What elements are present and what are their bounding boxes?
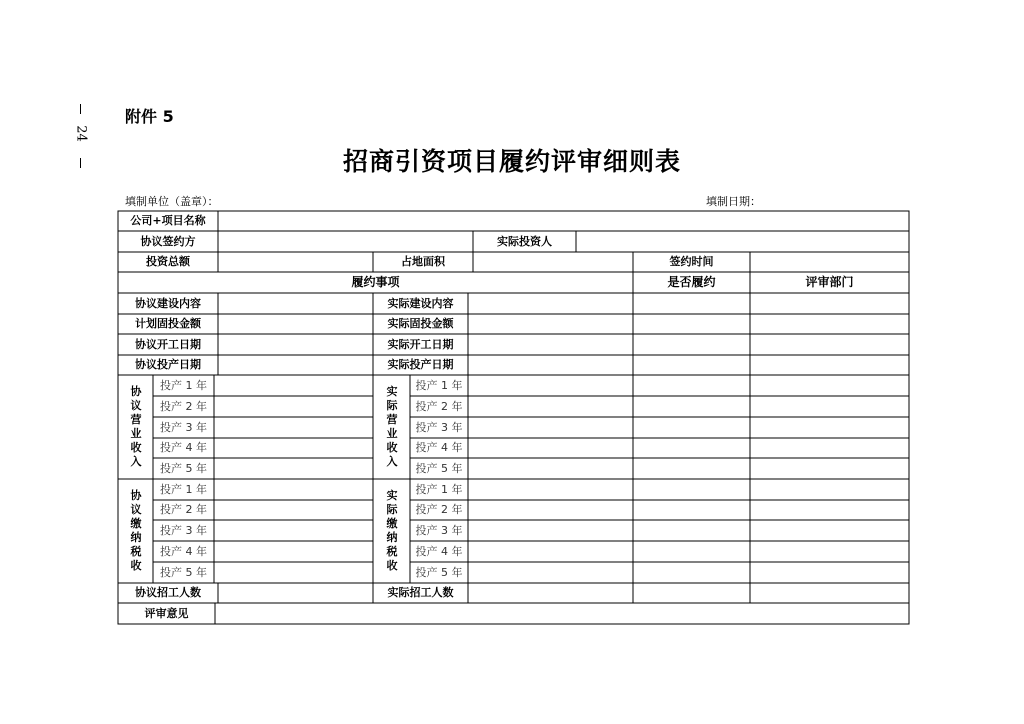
fill-unit-label: 填制单位（盖章）： [125, 195, 219, 208]
actual-tax-year-4: 投产 4 年 [415, 545, 463, 558]
agreed-revenue-year-5: 投产 5 年 [160, 462, 207, 475]
agreed-construction-label: 协议建设内容 [135, 297, 201, 310]
agreed-tax-year-1: 投产 1 年 [160, 483, 207, 496]
agreed-tax-year-4: 投产 4 年 [160, 545, 207, 558]
agreed-revenue-year-3: 投产 3 年 [160, 421, 207, 434]
actual-production-date-label: 实际投产日期 [387, 358, 454, 371]
agreed-revenue-year-4: 投产 4 年 [160, 441, 207, 454]
page-number: 24 [73, 125, 89, 142]
agreed-revenue-year-1: 投产 1 年 [160, 379, 207, 392]
actual-tax-year-2: 投产 2 年 [415, 503, 463, 516]
company-project-name-label: 公司+项目名称 [130, 214, 206, 227]
actual-revenue-year-5: 投产 5 年 [415, 462, 463, 475]
performance-items-header: 履约事项 [351, 275, 400, 289]
actual-revenue-year-1: 投产 1 年 [415, 379, 463, 392]
actual-construction-label: 实际建设内容 [387, 297, 454, 310]
actual-revenue-group-label: 实 际 营 业 收 入 [386, 385, 398, 468]
agreed-production-date-label: 协议投产日期 [135, 358, 201, 371]
actual-tax-year-5: 投产 5 年 [415, 566, 463, 579]
actual-start-date-label: 实际开工日期 [387, 338, 454, 351]
agreed-revenue-year-2: 投产 2 年 [160, 400, 207, 413]
agreed-tax-year-3: 投产 3 年 [160, 524, 207, 537]
actual-revenue-year-4: 投产 4 年 [415, 441, 463, 454]
actual-tax-year-1: 投产 1 年 [415, 483, 463, 496]
actual-investor-label: 实际投资人 [497, 235, 552, 248]
attachment-label: 附件 5 [125, 107, 174, 126]
signing-time-label: 签约时间 [669, 255, 714, 268]
review-opinion-label: 评审意见 [144, 607, 189, 620]
actual-revenue-year-2: 投产 2 年 [415, 400, 463, 413]
document-title: 招商引资项目履约评审细则表 [342, 147, 681, 176]
agreed-tax-year-2: 投产 2 年 [160, 503, 207, 516]
land-area-label: 占地面积 [401, 255, 445, 268]
agreed-tax-year-5: 投产 5 年 [160, 566, 207, 579]
fill-date-label: 填制日期： [706, 195, 761, 208]
agreed-employees-label: 协议招工人数 [135, 586, 201, 599]
actual-revenue-year-3: 投产 3 年 [415, 421, 463, 434]
actual-employees-label: 实际招工人数 [387, 586, 454, 599]
actual-investment-label: 实际固投金额 [387, 317, 454, 330]
agreed-start-date-label: 协议开工日期 [135, 338, 201, 351]
agreement-signer-label: 协议签约方 [140, 235, 196, 248]
agreed-revenue-group-label: 协 议 营 业 收 入 [130, 385, 142, 468]
is-fulfilled-header: 是否履约 [667, 275, 716, 289]
agreed-tax-group-label: 协 议 缴 纳 税 收 [130, 489, 142, 572]
actual-tax-group-label: 实 际 缴 纳 税 收 [386, 489, 398, 572]
planned-investment-label: 计划固投金额 [135, 317, 201, 330]
total-investment-label: 投资总额 [146, 255, 190, 268]
actual-tax-year-3: 投产 3 年 [415, 524, 463, 537]
review-dept-header: 评审部门 [805, 275, 854, 289]
